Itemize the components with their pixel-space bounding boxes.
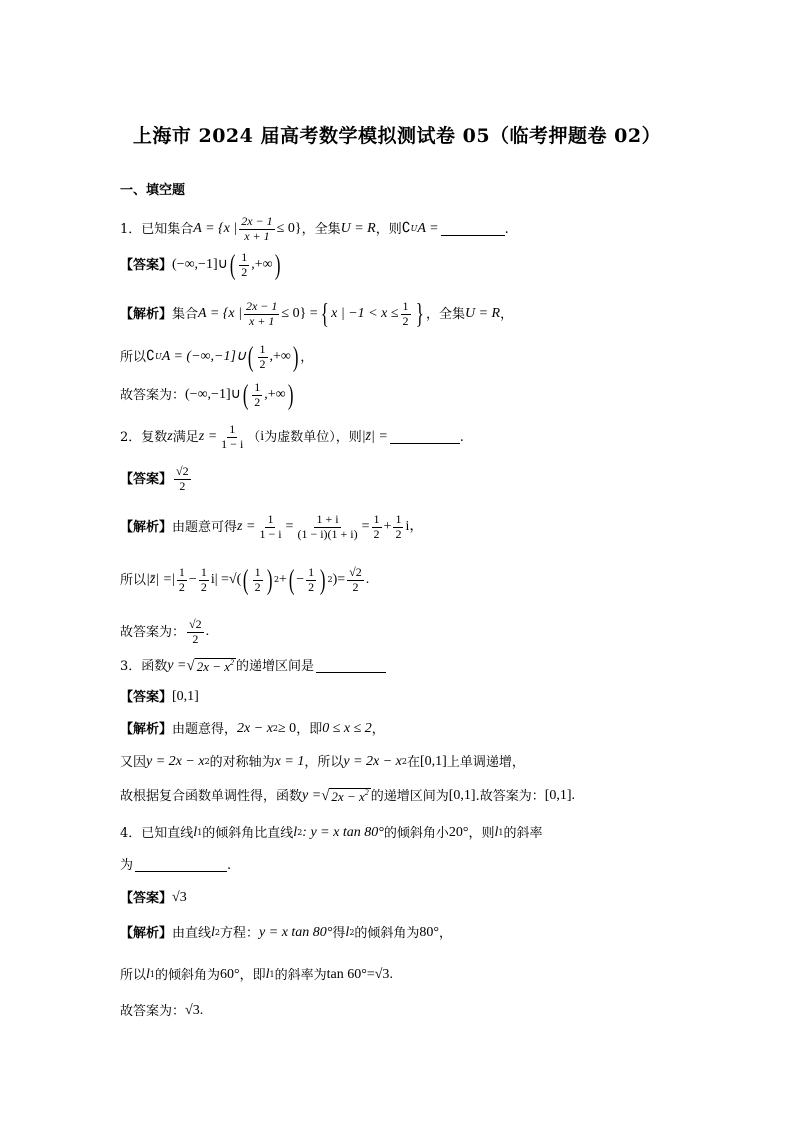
q3-question: 3． 函数 y = √ $2x - x^2$ 的递增区间是 xyxy=(120,658,386,674)
answer-blank xyxy=(441,223,505,236)
q2-final: 故答案为： $\frac{√2}{2}$ . xyxy=(120,617,210,646)
answer-blank xyxy=(135,859,227,872)
q4-final: 故答案为： √3 . xyxy=(120,1003,204,1019)
q4-analysis-so: 所以 l 1 的倾斜角为 60° ，即 l 1 的斜率为 tan 60°= √3 . xyxy=(120,967,393,983)
q3-analysis-line3: 故根据复合函数单调性得，函数 y = √ $2x - x^2$ 的递增区间为 [0,1] .故答案为： [0,1] . xyxy=(120,788,576,805)
q4-question-cont: 为 . xyxy=(120,858,232,873)
q1-answer: 【答案】 (−∞,−1]∪ ( $\frac{1}{2}$ ,+∞ ) xyxy=(120,249,281,281)
q4-answer: 【答案】 √3 xyxy=(120,890,187,906)
q1-analysis-so: 所以 ∁ U A = (−∞,−1]∪ ( $\frac{1}{2}$ ,+∞ ) ， xyxy=(120,341,314,373)
q1-fraction: $\frac{2x - 1}{x + 1}$ xyxy=(241,214,273,243)
q3-answer: 【答案】 [0,1] xyxy=(120,689,199,705)
q4-analysis: 【解析】 由直线 l 2 方程： y = x tan 80° 得 l 2 的倾斜角为 80° ， xyxy=(120,925,453,941)
q3-analysis: 【解析】 由题意得， 2x − x 2 ≥ 0 ，即 0 ≤ x ≤ 2 ， xyxy=(120,721,385,737)
answer-blank xyxy=(316,660,386,673)
q2-analysis-so: 所以 |z̄| = | $\frac{1}{2}$ − $\frac{1}{2}$ i| = √( ( $\frac{1}{2}$ ) 2 + ( − $\frac{1}{2}$ ) 2 ) = $\frac{√2}{2}$ . xyxy=(120,564,370,596)
answer-blank xyxy=(390,431,460,444)
q1-question: 1． 已知集合 A = {x | $\frac{2x - 1}{x + 1}$ ≤ 0} ，全集 U = R ，则 ∁ U A = . xyxy=(120,214,509,243)
q2-analysis: 【解析】 由题意可得 z = $\frac{1}{1 - i}$ = $\frac{1 + i}{(1 - i)(1 + i)}$ = $\frac{1}{2}$ + $\frac{1}{2}$ i， xyxy=(120,512,424,541)
q2-answer: 【答案】 $\frac{√2}{2}$ xyxy=(120,464,189,493)
q4-question: 4． 已知直线 l 1 的倾斜角比直线 l 2 : y = x tan 80° 的倾斜角小 20° ，则 l 1 的斜率 xyxy=(120,825,543,841)
q1-final: 故答案为： (−∞,−1]∪ ( $\frac{1}{2}$ ,+∞ ) xyxy=(120,379,294,411)
q1-analysis: 【解析】 集合 A = {x | $\frac{2x - 1}{x + 1}$ ≤ 0} = { x | −1 < x ≤ $\frac{1}{2}$ } ，全集 U = R ， xyxy=(120,298,514,330)
q3-analysis-line2: 又因 y = 2x − x 2 的对称轴为 x = 1 ，所以 y = 2x − x 2 在 [0,1] 上单调递增， xyxy=(120,754,525,770)
q2-question: 2． 复数 z 满足 z = $\frac{1}{1 - i}$ （ i 为虚数单位），则 |z̄| = . xyxy=(120,422,464,451)
section-heading: 一、填空题 xyxy=(120,183,186,198)
page-title: 上海市 2024 届高考数学模拟测试卷 05（临考押题卷 02） xyxy=(132,125,662,147)
